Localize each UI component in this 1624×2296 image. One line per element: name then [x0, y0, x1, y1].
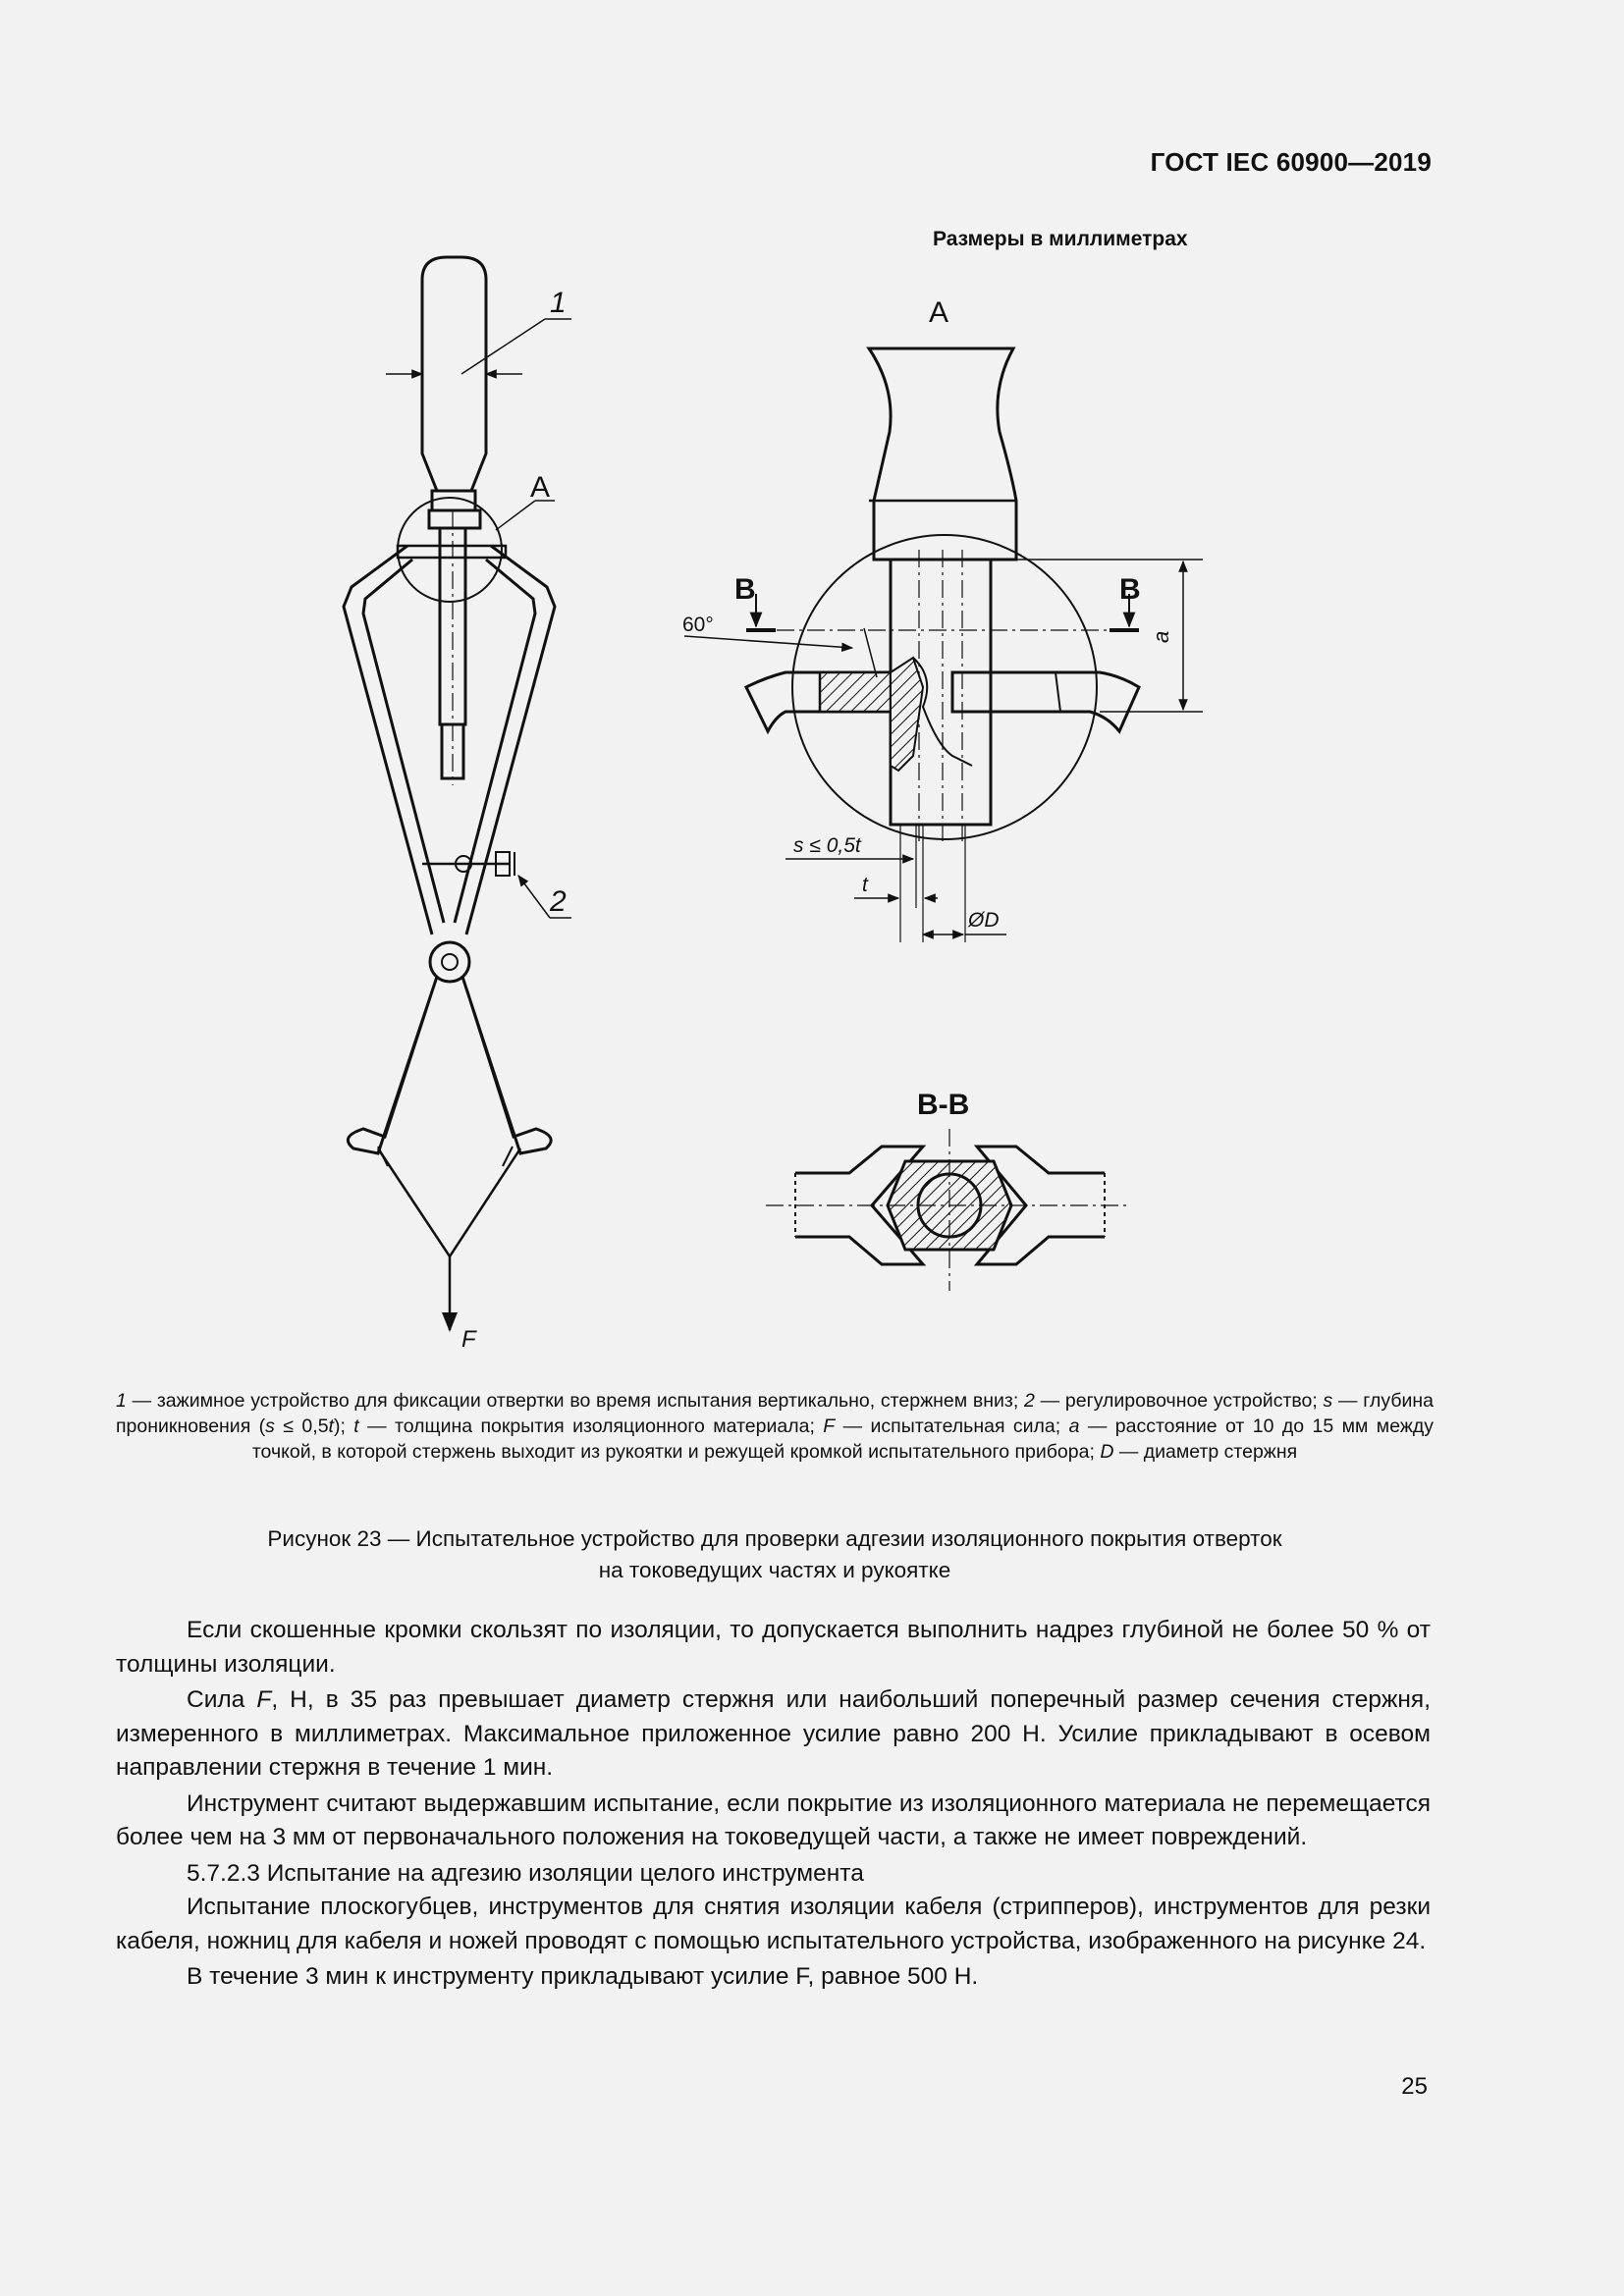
- legend-text: — глубина проникновения (: [116, 1390, 1435, 1437]
- force-symbol: F: [256, 1686, 272, 1713]
- legend-text: — регулировочное устройство;: [1034, 1390, 1324, 1412]
- legend-symbol: t: [328, 1415, 334, 1437]
- angle-60-label: 60°: [682, 614, 714, 636]
- figure-legend: [116, 1388, 1434, 1465]
- force-label: F: [461, 1326, 476, 1353]
- lower-arm-right: [462, 977, 551, 1153]
- section-heading: 5.7.2.3 Испытание на адгезию изоляции целого инструмента: [187, 1859, 864, 1887]
- section-bb-drawing: [766, 1129, 1129, 1291]
- callout-1-label: 1: [550, 287, 567, 319]
- callout-a-label: A: [530, 471, 551, 504]
- legend-text: ≤ 0,5: [274, 1415, 329, 1437]
- legend-symbol: s: [265, 1415, 275, 1437]
- section-bb-title: B-B: [917, 1089, 970, 1121]
- test-device-overall: [344, 257, 571, 1330]
- legend-key-t: t: [353, 1415, 359, 1437]
- legend-key-f: F: [823, 1415, 836, 1437]
- dim-s-label: s ≤ 0,5t: [793, 834, 861, 857]
- paragraph: Испытание плоскогубцев, инструментов для снятия изоляции кабеля (стрипперов), инструментов для резки кабеля, ножниц для кабеля и ножей проводят с помощью испытательного устройства, изображенного на рисунке 24.: [116, 1894, 1431, 1954]
- body-text: [116, 1614, 1431, 1997]
- legend-text: — зажимное устройство для фиксации отвертки во время испытания вертикально, стержнем вниз;: [126, 1390, 1025, 1412]
- caption-line-2: на токоведущих частях и рукоятке: [598, 1558, 951, 1582]
- document-header: ГОСТ IEC 60900—2019: [1150, 147, 1432, 177]
- legend-text: — диаметр стержня: [1113, 1441, 1298, 1463]
- pivot-joint: [430, 942, 469, 982]
- legend-text: — испытательная сила;: [835, 1415, 1069, 1437]
- screwdriver-handle: [422, 257, 486, 491]
- dim-a-label: a: [1149, 630, 1173, 643]
- upper-arm-left: [344, 546, 444, 934]
- detail-a-title: A: [929, 296, 949, 329]
- legend-key-1: 1: [116, 1390, 127, 1412]
- paragraph-text: Сила: [187, 1686, 257, 1713]
- right-cutter-blade: [952, 672, 1139, 731]
- callout-1-leader: [461, 319, 545, 374]
- paragraph: Инструмент считают выдержавшим испытание, если покрытие из изоляционного материала не перемещается более чем на 3 мм от первоначального положения на токоведущей части, а также не имеет повреждений.: [116, 1789, 1431, 1850]
- callout-a-leader: [496, 501, 535, 530]
- dim-t-label: t: [862, 874, 868, 896]
- callout-2-leader: [518, 876, 550, 918]
- dimensions-note: Размеры в миллиметрах: [933, 228, 1188, 250]
- legend-key-s: s: [1323, 1390, 1333, 1412]
- paragraph: [116, 1683, 1431, 1786]
- legend-text: — расстояние от 10 до 15 мм между точкой, в которой стержень выходит из рукоятки и режущей кромкой испытательного прибора;: [251, 1415, 1435, 1463]
- figure-caption: [116, 1523, 1434, 1586]
- paragraph: В течение 3 мин к инструменту прикладывают усилие F, равное 500 Н.: [187, 1963, 979, 1990]
- legend-key-d: D: [1100, 1441, 1114, 1463]
- detail-circle-a: [398, 498, 502, 602]
- legend-key-a: a: [1068, 1415, 1080, 1437]
- paragraph-text: , Н, в 35 раз превышает диаметр стержня или наибольший поперечный размер сечения стержня, измеренного в миллиметрах. Максимальное приложенное усилие равно 200 Н. Усилие прикладывают в осевом направлении стержня в течение 1 мин.: [116, 1686, 1431, 1781]
- page-number: 25: [1401, 2073, 1428, 2100]
- lower-arm-left: [348, 977, 437, 1153]
- legend-text: );: [333, 1415, 354, 1437]
- legend-text: — толщина покрытия изоляционного материала;: [358, 1415, 824, 1437]
- paragraph: Если скошенные кромки скользят по изоляции, то допускается выполнить надрез глубиной не более 50 % от толщины изоляции.: [116, 1617, 1431, 1678]
- dim-d-label: ØD: [968, 909, 1000, 932]
- section-mark-left: B: [734, 573, 756, 606]
- detail-handle: [869, 348, 1016, 560]
- callout-2-label: 2: [550, 885, 567, 918]
- detail-a-drawing: [684, 348, 1203, 942]
- legend-key-2: 2: [1024, 1390, 1035, 1412]
- section-mark-right: B: [1119, 573, 1141, 606]
- caption-line-1: Рисунок 23 — Испытательное устройство для проверки адгезии изоляционного покрытия отверток: [267, 1526, 1282, 1551]
